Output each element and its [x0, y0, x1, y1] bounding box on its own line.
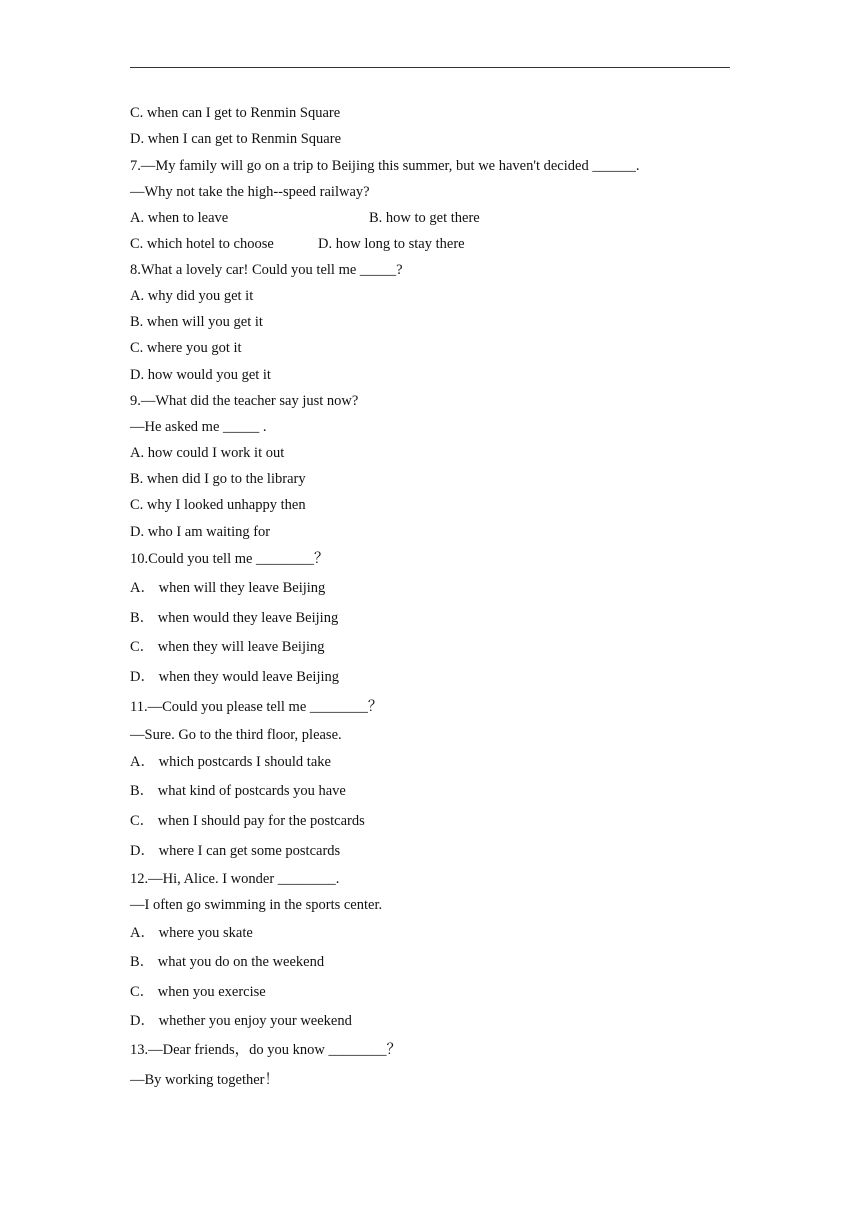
option-line: C． when you exercise	[130, 984, 266, 1000]
option-line: C. where you got it	[130, 340, 242, 356]
question-8: 8.What a lovely car! Could you tell me _____?	[130, 262, 403, 278]
option-line: D. how would you get it	[130, 367, 271, 383]
option-line: D. how long to stay there	[318, 236, 465, 252]
option-line: B． what you do on the weekend	[130, 954, 325, 970]
option-line: A． where you skate	[130, 925, 253, 941]
question-11-reply: —Sure. Go to the third floor, please.	[130, 727, 342, 743]
question-12: 12.—Hi, Alice. I wonder ________.	[130, 871, 340, 887]
option-line: B. how to get there	[369, 210, 480, 226]
option-line: D. who I am waiting for	[130, 524, 271, 540]
option-line: C. why I looked unhappy then	[130, 497, 306, 513]
option-line: C． when they will leave Beijing	[130, 639, 325, 655]
option-line: D. when I can get to Renmin Square	[130, 131, 342, 147]
question-9: 9.—What did the teacher say just now?	[130, 393, 359, 409]
option-line: D． where I can get some postcards	[130, 843, 341, 859]
question-7-reply: —Why not take the high--speed railway?	[130, 184, 370, 200]
question-10: 10.Could you tell me ________？	[130, 551, 329, 567]
option-line: B. when will you get it	[130, 314, 263, 330]
question-7: 7.—My family will go on a trip to Beijing this summer, but we haven't decided ______.	[130, 158, 640, 174]
option-line: A． which postcards I should take	[130, 754, 331, 770]
option-line: B. when did I go to the library	[130, 471, 306, 487]
question-13: 13.—Dear friends，do you know ________？	[130, 1042, 402, 1058]
header-rule	[130, 67, 730, 68]
option-line: B． when would they leave Beijing	[130, 610, 339, 626]
option-line: B． what kind of postcards you have	[130, 783, 346, 799]
option-line: C． when I should pay for the postcards	[130, 813, 365, 829]
option-line: A． when will they leave Beijing	[130, 580, 326, 596]
question-9-reply: —He asked me _____ .	[130, 419, 267, 435]
option-line: C. which hotel to choose	[130, 236, 274, 252]
question-13-reply: —By working together！	[130, 1072, 280, 1088]
question-11: 11.—Could you please tell me ________？	[130, 699, 383, 715]
option-line: D． whether you enjoy your weekend	[130, 1013, 352, 1029]
option-line: A. how could I work it out	[130, 445, 285, 461]
option-line: C. when can I get to Renmin Square	[130, 105, 341, 121]
option-line: D． when they would leave Beijing	[130, 669, 339, 685]
question-12-reply: —I often go swimming in the sports center.	[130, 897, 383, 913]
option-line: A. why did you get it	[130, 288, 254, 304]
option-line: A. when to leave	[130, 210, 229, 226]
